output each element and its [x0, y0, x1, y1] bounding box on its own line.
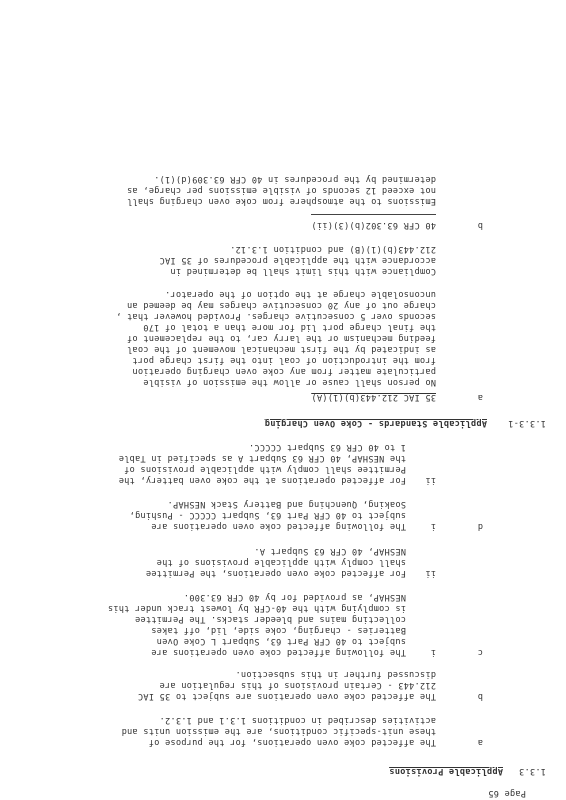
standard-a-line: the final charge port lid for more than a total of 170	[143, 322, 436, 332]
item-c-line: collecting mains and bleeder stacks. The Permittee	[134, 614, 406, 624]
item-c-line: Batteries - charging, coke side, lid, off takes	[151, 625, 406, 635]
item-b-line: 212.443 - Certain provisions of this regulation are	[159, 680, 436, 690]
standard-b-citation: 40 CFR 63.302(b)(3)(ii)	[311, 220, 436, 230]
standard-b-line: determined by the procedures in 40 CFR 63.309(d)(1).	[153, 174, 436, 184]
item-c-line: NESHAP, as provided for by 40 CFR 63.300.	[183, 592, 406, 602]
item-c-line: is complying with the 40-CFR by lowest track under this	[107, 603, 406, 613]
standard-a-line: charge out of any 20 consecutive charges may be deemed an	[126, 300, 436, 310]
section-number: 1.3.3	[518, 766, 546, 776]
item-c-letter: c	[477, 647, 483, 657]
standard-b-letter: b	[477, 220, 483, 230]
standard-a-line: seconds over 5 consecutive charges. Provided however that ,	[115, 311, 436, 321]
standard-b-line: Emissions to the atmosphere from coke oven charging shall	[126, 196, 436, 206]
item-d-ii-line: the NESHAP, 40 CFR 63 Subpart A as specified in Table	[118, 453, 406, 463]
item-d-ii-line: Permittee shall comply with applicable provisions of	[123, 464, 406, 474]
standard-b-line: not exceed 12 seconds of visible emissions per charge, as	[126, 185, 436, 195]
item-c-line: The following affected coke oven operations are	[151, 647, 406, 657]
item-b-letter: b	[477, 691, 483, 701]
section-title: Applicable Provisions	[389, 766, 503, 776]
citation-rule	[311, 214, 436, 215]
item-c-ii-line: NESHAP, 40 CFR 63 Subpart A.	[254, 546, 406, 556]
item-c-ii-sub: ii	[425, 568, 436, 578]
subsection-title: Applicable Standards - Coke Oven Charging	[264, 418, 487, 428]
compliance-line: Compliance with this limit shall be determined in	[170, 266, 436, 276]
item-d-ii-line: For affected operations at the coke oven battery, the	[118, 475, 406, 485]
standard-a-line: feeding mechanism or the larry car, to the replacement of	[126, 333, 436, 343]
standard-a-line: as indicated by the first mechanical movement of the coal	[126, 344, 436, 354]
standard-a-citation: 35 IAC 212.443(b)(1)(A)	[311, 392, 436, 402]
item-c-ii-line: shall comply with applicable provisions of the	[156, 557, 406, 567]
item-d-ii-line: 1 to 40 CFR 63 Subpart CCCCC.	[248, 442, 406, 452]
item-d-ii-sub: ii	[425, 475, 436, 485]
compliance-line: 212.443(b)(1)(B) and condition 1.3.12.	[229, 244, 436, 254]
item-b-line: The affected coke oven operations are subject to 35 IAC	[137, 691, 436, 701]
item-a-line: activities described in conditions 1.3.1 and 1.3.2.	[159, 715, 436, 725]
item-c-sub: i	[430, 647, 436, 657]
standard-a-line: from the introduction of coal into the first charge port	[132, 355, 436, 365]
item-d-letter: d	[477, 521, 483, 531]
item-a-line: these unit-specific conditions, are the emission units and	[121, 726, 436, 736]
item-b-line: discussed further in this subsection.	[235, 669, 436, 679]
standard-a-line: unconsolable charge at the option of the operator.	[164, 289, 436, 299]
item-a-line: The affected coke oven operations, for the purpose of	[148, 737, 436, 747]
item-a-letter: a	[477, 737, 483, 747]
compliance-line: accordance with the applicable procedures of 35 IAC	[159, 255, 436, 265]
subsection-number: 1.3.3-1	[508, 418, 546, 428]
standard-a-line: No person shall cause or allow the emission of visible	[143, 377, 436, 387]
item-c-ii-line: For affected coke oven operations, the Permittee	[145, 568, 406, 578]
item-d-line: subject to 40 CFR Part 63, Subpart CCCCC - Pushing,	[129, 510, 406, 520]
standard-a-letter: a	[477, 392, 483, 402]
standard-a-line: particulate matter from any coke oven charging operation	[132, 366, 436, 376]
page-number: Page 65	[488, 788, 526, 798]
item-c-line: subject to 40 CFR Part 63, Subpart L Coke Oven	[156, 636, 406, 646]
item-d-line: The following affected coke oven operations are	[151, 521, 406, 531]
item-d-line: Soaking, Quenching and Battery Stack NESHAP.	[167, 499, 406, 509]
item-d-sub: i	[430, 521, 436, 531]
